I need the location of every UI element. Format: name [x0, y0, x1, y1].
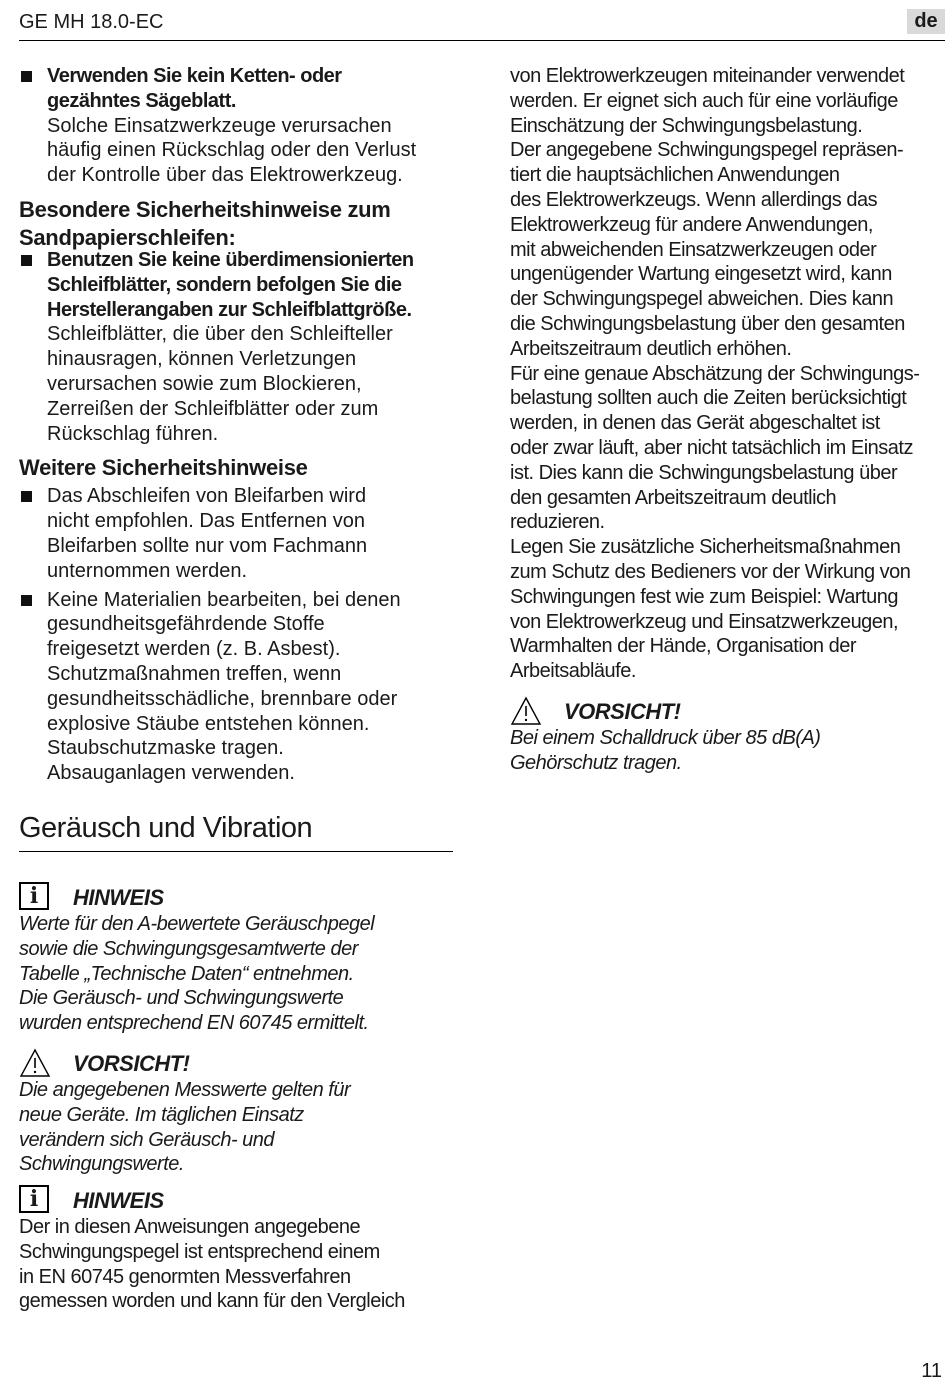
warning-triangle-icon — [510, 696, 542, 726]
note-text-line: gemessen worden und kann für den Vergleich — [19, 1290, 405, 1313]
note-text-line: wurden entsprechend EN 60745 ermittelt. — [19, 1012, 369, 1035]
page-header — [19, 8, 945, 41]
bullet-text-line: Bleifarben sollte nur vom Fachmann — [47, 534, 368, 557]
page-number: 11 — [921, 1360, 942, 1382]
bullet-text-line: gesundheitsschädliche, brennbare oder — [47, 687, 398, 710]
bullet-text-line: gesundheitsgefährdende Stoffe — [47, 613, 325, 636]
caution-text — [510, 726, 945, 776]
paragraph-line: ist. Dies kann die Schwingungsbelastung über — [510, 461, 898, 484]
caution-text-line: Schwingungswerte. — [19, 1153, 184, 1176]
language-badge: de — [907, 9, 945, 34]
caution-text-line: Gehörschutz tragen. — [510, 751, 682, 774]
note-box-2 — [19, 1185, 459, 1314]
paragraph-line: Einschätzung der Schwingungsbelastung. — [510, 114, 863, 137]
bullet-text-line: Solche Einsatzwerkzeuge verursachen — [47, 114, 392, 137]
paragraph-line: Der angegebene Schwingungspegel repräsen- — [510, 139, 904, 162]
note-text — [19, 912, 459, 1036]
bullet-text-line: Absauganlagen verwenden. — [47, 762, 295, 785]
bullet-lead-paint — [19, 484, 459, 583]
paragraph-line: von Elektrowerkzeugen miteinander verwendet — [510, 65, 905, 87]
paragraph-line: von Elektrowerkzeug und Einsatzwerkzeugen, — [510, 610, 899, 633]
paragraph-line: mit abweichenden Einsatzwerkzeugen oder — [510, 238, 877, 261]
bullet-text-line: Zerreißen der Schleifblätter oder zum — [47, 397, 379, 420]
bullet-text-line: unternommen werden. — [47, 559, 248, 582]
paragraph-line: Elektrowerkzeug für andere Anwendungen, — [510, 213, 873, 236]
paragraph-line: den gesamten Arbeitszeitraum deutlich — [510, 486, 837, 509]
bullet-text-line: Rückschlag führen. — [47, 422, 219, 445]
bullet-bold-line: Herstellerangaben zur Schleifblattgröße. — [47, 298, 412, 321]
caution-header — [19, 1048, 459, 1078]
paragraph-line: Arbeitsabläufe. — [510, 660, 636, 683]
bullet-text-line: Keine Materialien bearbeiten, bei denen — [47, 588, 401, 611]
info-icon: i — [19, 1185, 49, 1213]
caution-text-line: Bei einem Schalldruck über 85 dB(A) — [510, 726, 821, 749]
note-header — [19, 1185, 459, 1215]
bullet-text-line: Schleifblätter, die über den Schleifteller — [47, 323, 393, 346]
note-text-line: in EN 60745 genormten Messverfahren — [19, 1265, 351, 1288]
paragraph-line: reduzieren. — [510, 511, 605, 534]
bullet-hazardous-materials — [19, 588, 459, 786]
note-text-line: Werte für den A-bewertete Geräuschpegel — [19, 912, 375, 935]
paragraph-line: werden. Er eignet sich auch für eine vorläufige — [510, 89, 898, 112]
note-header — [19, 882, 459, 912]
bullet-square-icon — [21, 595, 32, 606]
paragraph-line: Legen Sie zusätzliche Sicherheitsmaßnahmen — [510, 536, 901, 559]
model-name: GE MH 18.0-EC — [19, 11, 164, 33]
left-column — [19, 64, 459, 1314]
caution-label: VORSICHT! — [564, 698, 681, 724]
bullet-text-line: nicht empfohlen. Das Entfernen von — [47, 510, 365, 533]
note-text-line: Der in diesen Anweisungen angegebene — [19, 1216, 361, 1239]
heading-line: Besondere Sicherheitshinweise zum — [19, 196, 391, 222]
bullet-text-line: Schutzmaßnahmen treffen, wenn — [47, 662, 342, 685]
note-box-1 — [19, 882, 459, 1036]
note-text-line: Die Geräusch- und Schwingungswerte — [19, 987, 344, 1010]
bullet-text-line: explosive Stäube entstehen können. — [47, 712, 370, 735]
paragraph-line: belastung sollten auch die Zeiten berücksichtigt — [510, 387, 907, 410]
info-icon: i — [19, 882, 49, 910]
bullet-bold-line: gezähntes Sägeblatt. — [47, 89, 236, 112]
bullet-text-line: Staubschutzmaske tragen. — [47, 737, 284, 760]
bullet-text-line: häufig einen Rückschlag oder den Verlust — [47, 139, 417, 162]
caution-text-line: neue Geräte. Im täglichen Einsatz — [19, 1103, 304, 1126]
bullet-bold-line: Verwenden Sie kein Ketten- oder — [47, 65, 342, 87]
vibration-paragraph — [510, 64, 945, 684]
bullet-bold-line: Benutzen Sie keine überdimensionierten — [47, 248, 414, 271]
bullet-text-line: der Kontrolle über das Elektrowerkzeug. — [47, 164, 403, 187]
note-text-line: Tabelle „Technische Daten“ entnehmen. — [19, 962, 354, 985]
bullet-text-line: verursachen sowie zum Blockieren, — [47, 372, 362, 395]
note-text — [19, 1215, 459, 1314]
caution-box-2 — [510, 696, 945, 776]
bullet-oversized-sheets — [19, 248, 459, 446]
section-title-noise-vibration: Geräusch und Vibration — [19, 811, 453, 852]
bullet-bold-line: Schleifblätter, sondern befolgen Sie die — [47, 273, 402, 296]
right-column — [510, 64, 945, 776]
bullet-text-line: Das Abschleifen von Bleifarben wird — [47, 485, 367, 508]
paragraph-line: oder zwar läuft, aber nicht tatsächlich im Einsatz — [510, 436, 913, 459]
warning-triangle-icon — [19, 1048, 51, 1078]
note-text-line: Schwingungspegel ist entsprechend einem — [19, 1240, 380, 1263]
caution-text — [19, 1078, 459, 1177]
note-label: HINWEIS — [73, 884, 164, 910]
paragraph-line: der Schwingungspegel abweichen. Dies kann — [510, 288, 894, 311]
caution-text-line: verändern sich Geräusch- und — [19, 1128, 275, 1151]
caution-label: VORSICHT! — [73, 1050, 190, 1076]
caution-text-line: Die angegebenen Messwerte gelten für — [19, 1078, 351, 1101]
bullet-square-icon — [21, 71, 32, 82]
bullet-square-icon — [21, 491, 32, 502]
heading-further-safety: Weitere Sicherheitshinweise — [19, 455, 308, 481]
paragraph-line: zum Schutz des Bedieners vor der Wirkung von — [510, 560, 911, 583]
paragraph-line: Schwingungen fest wie zum Beispiel: Wartung — [510, 585, 898, 608]
bullet-chain-saw-blade — [19, 64, 459, 188]
heading-sanding-safety — [19, 196, 459, 252]
note-text-line: sowie die Schwingungsgesamtwerte der — [19, 937, 358, 960]
caution-box-1 — [19, 1048, 459, 1177]
bullet-text-line: freigesetzt werden (z. B. Asbest). — [47, 638, 341, 661]
note-label: HINWEIS — [73, 1188, 164, 1214]
caution-header — [510, 696, 945, 726]
paragraph-line: Arbeitszeitraum deutlich erhöhen. — [510, 337, 792, 360]
paragraph-line: die Schwingungsbelastung über den gesamten — [510, 312, 905, 335]
heading-line: Sandpapierschleifen: — [19, 224, 236, 250]
paragraph-line: ungenügender Wartung eingesetzt wird, kann — [510, 263, 892, 286]
bullet-square-icon — [21, 255, 32, 266]
paragraph-line: werden, in denen das Gerät abgeschaltet ist — [510, 412, 880, 435]
bullet-text-line: hinausragen, können Verletzungen — [47, 348, 357, 371]
paragraph-line: Warmhalten der Hände, Organisation der — [510, 635, 856, 658]
paragraph-line: Für eine genaue Abschätzung der Schwingungs- — [510, 362, 920, 385]
paragraph-line: tiert die hauptsächlichen Anwendungen — [510, 164, 840, 187]
paragraph-line: des Elektrowerkzeugs. Wenn allerdings das — [510, 188, 878, 211]
